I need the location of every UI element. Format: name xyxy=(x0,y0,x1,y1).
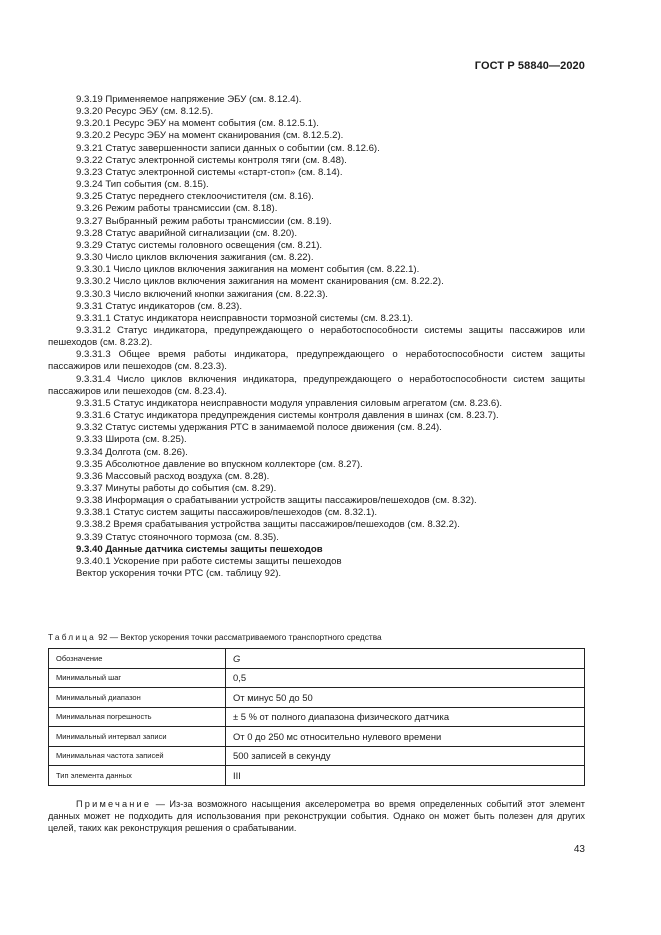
clause-item: Вектор ускорения точки РТС (см. таблицу 92). xyxy=(76,568,282,580)
clause-item: 9.3.25 Статус переднего стеклоочистителя (см. 8.16). xyxy=(76,191,314,203)
table-row xyxy=(49,707,585,727)
table-row xyxy=(49,649,585,669)
table-caption xyxy=(48,632,585,643)
param-name-cell: Обозначение xyxy=(49,649,226,669)
param-value-cell: От минус 50 до 50 xyxy=(226,688,585,708)
clause-item: 9.3.39 Статус стояночного тормоза (см. 8.35). xyxy=(76,531,279,543)
param-value-cell: От 0 до 250 мс относительно нулевого времени xyxy=(226,727,585,747)
param-name-cell: Минимальная частота записей xyxy=(49,746,226,766)
clause-item: 9.3.31.1 Статус индикатора неисправности тормозной системы (см. 8.23.1). xyxy=(76,312,414,324)
clause-item: 9.3.30.1 Число циклов включения зажигания на момент события (см. 8.22.1). xyxy=(76,264,420,276)
table-caption-text: 92 — Вектор ускорения точки рассматриваемого транспортного средства xyxy=(98,632,382,642)
clause-item: 9.3.30.3 Число включений кнопки зажигания (см. 8.22.3). xyxy=(76,288,328,300)
clause-item: 9.3.32 Статус системы удержания РТС в занимаемой полосе движения (см. 8.24). xyxy=(76,422,442,434)
clause-item: 9.3.34 Долгота (см. 8.26). xyxy=(76,446,188,458)
clause-item: 9.3.31.4 Число циклов включения индикатора, предупреждающего о неработоспособности систем защиты пассажиров или пешеходов (см. 8.23.4). xyxy=(48,373,585,397)
table-row xyxy=(49,746,585,766)
param-name-cell: Минимальный шаг xyxy=(49,668,226,688)
clause-item: 9.3.30.2 Число циклов включения зажигания на момент сканирования (см. 8.22.2). xyxy=(76,276,444,288)
table-row xyxy=(49,766,585,786)
clause-item: 9.3.19 Применяемое напряжение ЭБУ (см. 8.12.4). xyxy=(76,94,302,105)
note-label: Примечание xyxy=(76,799,152,809)
clause-item: 9.3.33 Широта (см. 8.25). xyxy=(76,434,187,446)
clause-item: 9.3.20.1 Ресурс ЭБУ на момент события (см. 8.12.5.1). xyxy=(76,118,319,130)
clause-item: 9.3.36 Массовый расход воздуха (см. 8.28). xyxy=(76,470,270,482)
clause-item: 9.3.37 Минуты работы до события (см. 8.29). xyxy=(76,483,277,494)
note-paragraph xyxy=(48,798,585,835)
clause-item: 9.3.23 Статус электронной системы «старт-стоп» (см. 8.14). xyxy=(76,166,343,178)
clause-item: 9.3.29 Статус системы головного освещения (см. 8.21). xyxy=(76,239,323,251)
param-value-cell: ± 5 % от полного диапазона физического датчика xyxy=(226,707,585,727)
table-row xyxy=(49,688,585,708)
clause-item: 9.3.22 Статус электронной системы контроля тяги (см. 8.48). xyxy=(76,154,347,166)
clause-item: 9.3.20 Ресурс ЭБУ (см. 8.12.5). xyxy=(76,106,214,118)
table-row xyxy=(49,668,585,688)
clause-item: 9.3.30 Число циклов включения зажигания (см. 8.22). xyxy=(76,252,314,264)
clause-item: 9.3.21 Статус завершенности записи данных о событии (см. 8.12.6). xyxy=(76,142,380,154)
clause-item: 9.3.24 Тип события (см. 8.15). xyxy=(76,179,209,191)
clause-item: 9.3.35 Абсолютное давление во впускном коллекторе (см. 8.27). xyxy=(76,458,363,470)
param-name-cell: Минимальная погрешность xyxy=(49,707,226,727)
clause-item: 9.3.31.6 Статус индикатора предупреждения системы контроля давления в шинах (см. 8.23.7). xyxy=(76,410,499,422)
clause-list xyxy=(48,94,585,580)
clause-item: 9.3.38 Информация о срабатывании устройств защиты пассажиров/пешеходов (см. 8.32). xyxy=(76,495,477,507)
table-row xyxy=(49,727,585,747)
clause-item: 9.3.31.3 Общее время работы индикатора, предупреждающего о неработоспособности систем защиты пассажиров или пешеходов (см. 8.23.3). xyxy=(48,349,585,373)
param-name-cell: Минимальный диапазон xyxy=(49,688,226,708)
param-value-cell: III xyxy=(226,766,585,786)
document-header: ГОСТ Р 58840—2020 xyxy=(474,60,585,72)
clause-item: 9.3.31 Статус индикаторов (см. 8.23). xyxy=(76,300,242,312)
parameters-table xyxy=(48,648,585,786)
clause-item: 9.3.20.2 Ресурс ЭБУ на момент сканирования (см. 8.12.5.2). xyxy=(76,130,344,142)
clause-item: 9.3.38.2 Время срабатывания устройства защиты пассажиров/пешеходов (см. 8.32.2). xyxy=(76,519,460,531)
param-name-cell: Минимальный интервал записи xyxy=(49,727,226,747)
param-value-cell: G xyxy=(226,649,585,669)
table-caption-label: Таблица xyxy=(48,632,96,642)
clause-item: 9.3.27 Выбранный режим работы трансмиссии (см. 8.19). xyxy=(76,215,332,227)
clause-item: 9.3.38.1 Статус систем защиты пассажиров/пешеходов (см. 8.32.1). xyxy=(76,507,378,519)
param-value-cell: 0,5 xyxy=(226,668,585,688)
note-text: — Из-за возможного насыщения акселерометра во время определенных событий этот элемент данных может не подходить для использования при реконструкции события. Однако он может быть полезен для других целей, таких как реконструкция решения о срабатывании. xyxy=(48,799,585,834)
clause-item: 9.3.28 Статус аварийной сигнализации (см. 8.20). xyxy=(76,227,298,239)
page-number: 43 xyxy=(573,844,585,855)
clause-item: 9.3.31.2 Статус индикатора, предупреждающего о неработоспособности системы защиты пассажиров или пешеходов (см. 8.23.2). xyxy=(48,324,585,349)
clause-item: 9.3.40 Данные датчика системы защиты пешеходов xyxy=(76,543,323,555)
param-value-cell: 500 записей в секунду xyxy=(226,746,585,766)
param-name-cell: Тип элемента данных xyxy=(49,766,226,786)
clause-item: 9.3.26 Режим работы трансмиссии (см. 8.18). xyxy=(76,203,278,215)
clause-item: 9.3.40.1 Ускорение при работе системы защиты пешеходов xyxy=(76,555,342,567)
clause-item: 9.3.31.5 Статус индикатора неисправности модуля управления силовым агрегатом (см. 8.23.6). xyxy=(76,397,503,409)
